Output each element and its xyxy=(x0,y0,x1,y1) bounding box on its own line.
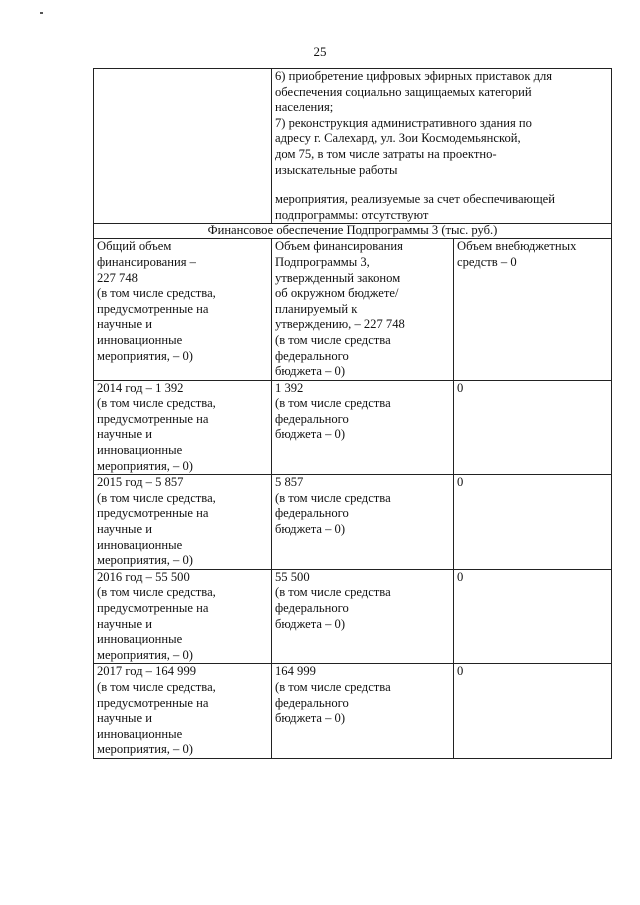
activities-row xyxy=(94,69,612,224)
subprogram-table xyxy=(93,68,612,759)
year-total-cell: 2015 год – 5 857 (в том числе средства, предусмотренные на научные и инновационные мероприятия, – 0) xyxy=(94,475,272,570)
activities-cell xyxy=(272,69,612,224)
year-budget-cell: 55 500 (в том числе средства федерального бюджета – 0) xyxy=(272,569,454,664)
year-budget-cell: 164 999 (в том числе средства федерального бюджета – 0) xyxy=(272,664,454,759)
scan-mark xyxy=(40,12,43,14)
year-row-2014 xyxy=(94,380,612,475)
extrabudgetary-cell: Объем внебюджетных средств – 0 xyxy=(454,239,612,380)
financing-header-row xyxy=(94,224,612,239)
activity-item-7: 7) реконструкция административного здания по адресу г. Салехард, ул. Зои Космодемьянской, дом 75, в том числе затраты на проектно- изыскательные работы xyxy=(275,115,532,177)
year-extra-cell: 0 xyxy=(454,380,612,475)
support-activities-note: мероприятия, реализуемые за счет обеспечивающей подпрограммы: отсутствуют xyxy=(275,192,555,222)
year-extra-cell: 0 xyxy=(454,664,612,759)
financing-summary-row xyxy=(94,239,612,380)
page-number: 25 xyxy=(313,44,327,59)
year-total-cell: 2017 год – 164 999 (в том числе средства, предусмотренные на научные и инновационные мероприятия, – 0) xyxy=(94,664,272,759)
year-extra-cell: 0 xyxy=(454,475,612,570)
year-total-cell: 2014 год – 1 392 (в том числе средства, предусмотренные на научные и инновационные мероприятия, – 0) xyxy=(94,380,272,475)
year-budget-cell: 5 857 (в том числе средства федерального бюджета – 0) xyxy=(272,475,454,570)
activities-label-cell xyxy=(94,69,272,224)
paragraph-gap xyxy=(275,178,608,192)
activity-item-6: 6) приобретение цифровых эфирных приставок для обеспечения социально защищаемых категорий населения; xyxy=(275,69,553,115)
year-row-2017 xyxy=(94,664,612,759)
total-financing-cell: Общий объем финансирования – 227 748 (в том числе средства, предусмотренные на научные и инновационные мероприятия, – 0) xyxy=(94,239,272,380)
year-extra-cell: 0 xyxy=(454,569,612,664)
financing-header: Финансовое обеспечение Подпрограммы 3 (тыс. руб.) xyxy=(94,224,612,239)
year-row-2016 xyxy=(94,569,612,664)
year-total-cell: 2016 год – 55 500 (в том числе средства, предусмотренные на научные и инновационные мероприятия, – 0) xyxy=(94,569,272,664)
budget-financing-cell: Объем финансирования Подпрограммы 3, утвержденный законом об окружном бюджете/ планируемый к утверждению, – 227 748 (в том числе средства федерального бюджета – 0) xyxy=(272,239,454,380)
year-budget-cell: 1 392 (в том числе средства федерального бюджета – 0) xyxy=(272,380,454,475)
year-row-2015 xyxy=(94,475,612,570)
